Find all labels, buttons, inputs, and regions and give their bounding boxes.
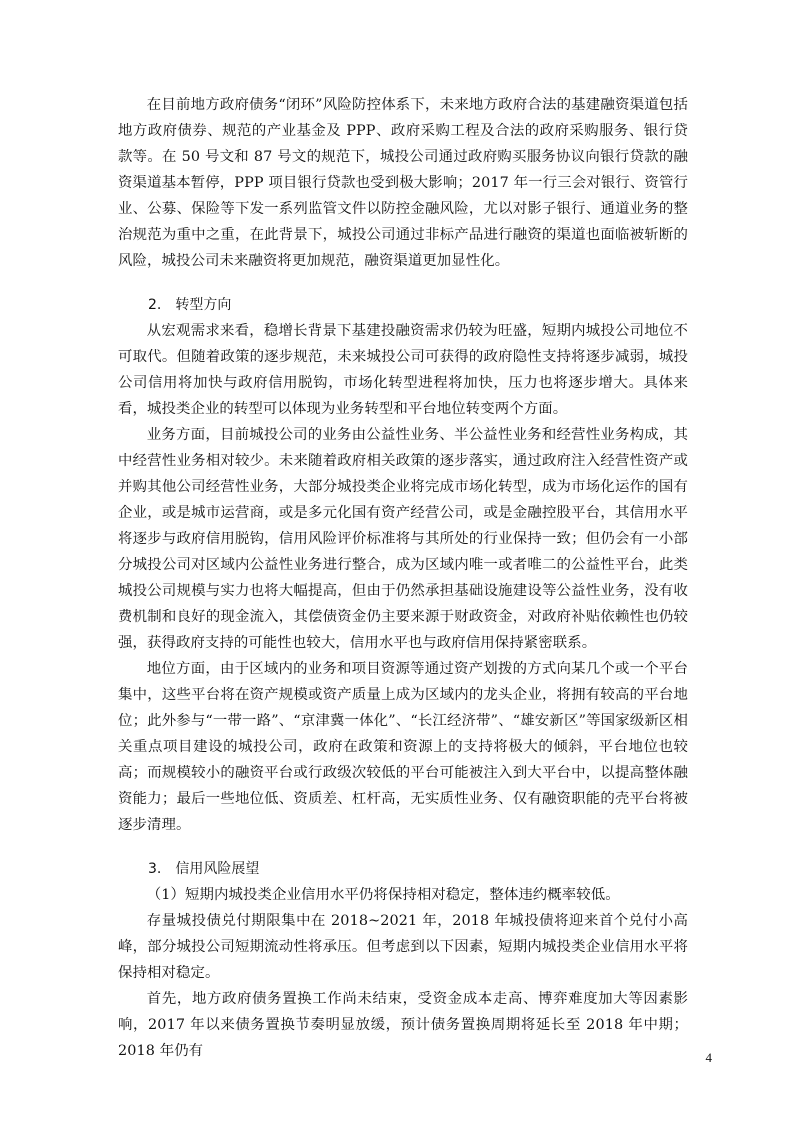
paragraph-outlook-point-1: （1）短期内城投类企业信用水平仍将保持相对稳定，整体违约概率较低。 <box>146 887 620 903</box>
document-body <box>118 92 688 1064</box>
paragraph-debt-swap: 首先，地方政府债务置换工作尚未结束，受资金成本走高、博弈难度加大等因素影响，2017 年以来债务置换节奏明显放缓，预计债务置换周期将延长至 2018 年中期；2018 年仍有 <box>118 991 688 1059</box>
paragraph-financing-channels: 在目前地方政府债务“闭环”风险防控体系下，未来地方政府合法的基建融资渠道包括地方政府债券、规范的产业基金及 PPP、政府采购工程及合法的政府采购服务、银行贷款等。在 50 号文和 87 号文的规范下，城投公司通过政府购买服务协议向银行贷款的融资渠道基本暂停，PPP 项目银行贷款也受到极大影响；2017 年一行三会对银行、资管行业、公募、保险等下发一系列监管文件以防控金融风险，尤以对影子银行、通道业务的整治规范为重中之重，在此背景下，城投公司通过非标产品进行融资的渠道也面临被斩断的风险，城投公司未来融资将更加规范，融资渠道更加显性化。 <box>118 97 688 269</box>
paragraph-status-aspect: 地位方面，由于区域内的业务和项目资源等通过资产划拨的方式向某几个或一个平台集中，这些平台将在资产规模或资产质量上成为区域内的龙头企业，将拥有较高的平台地位；此外参与“一带一路”、“京津冀一体化”、“长江经济带”、“雄安新区”等国家级新区相关重点项目建设的城投公司，政府在政策和资源上的支持将极大的倾斜，平台地位也较高；而规模较小的融资平台或行政级次较低的平台可能被注入到大平台中，以提高整体融资能力；最后一些地位低、资质差、杠杆高，无实质性业务、仅有融资职能的壳平台将被逐步清理。 <box>118 661 688 833</box>
section-heading-credit-outlook: 3. 信用风险展望 <box>148 861 260 877</box>
paragraph-business-aspect: 业务方面，目前城投公司的业务由公益性业务、半公益性业务和经营性业务构成，其中经营性业务相对较少。未来随着政府相关政策的逐步落实，通过政府注入经营性资产或并购其他公司经营性业务，大部分城投类企业将完成市场化转型，成为市场化运作的国有企业，或是城市运营商，或是多元化国有资产经营公司，或是金融控股平台，其信用水平将逐步与政府信用脱钩，信用风险评价标准将与其所处的行业保持一致；但仍会有一小部分城投公司对区域内公益性业务进行整合，成为区域内唯一或者唯二的公益性平台，此类城投公司规模与实力也将大幅提高，但由于仍然承担基础设施建设等公益性业务，没有收费机制和良好的现金流入，其偿债资金仍主要来源于财政资金，对政府补贴依赖性也仍较强，获得政府支持的可能性也较大，信用水平也与政府信用保持紧密联系。 <box>118 427 688 651</box>
paragraph-macro-demand: 从宏观需求来看，稳增长背景下基建投融资需求仍较为旺盛，短期内城投公司地位不可取代。但随着政策的逐步规范，未来城投公司可获得的政府隐性支持将逐步减弱，城投公司信用将加快与政府信用脱钩，市场化转型进程将加快，压力也将逐步增大。具体来看，城投类企业的转型可以体现为业务转型和平台地位转变两个方面。 <box>118 323 688 417</box>
page-number: 4 <box>705 1050 712 1065</box>
section-heading-transformation: 2. 转型方向 <box>148 297 232 313</box>
paragraph-maturity-schedule: 存量城投债兑付期限集中在 2018~2021 年，2018 年城投债将迎来首个兑付小高峰，部分城投公司短期流动性将承压。但考虑到以下因素，短期内城投类企业信用水平将保持相对稳定。 <box>118 913 688 981</box>
